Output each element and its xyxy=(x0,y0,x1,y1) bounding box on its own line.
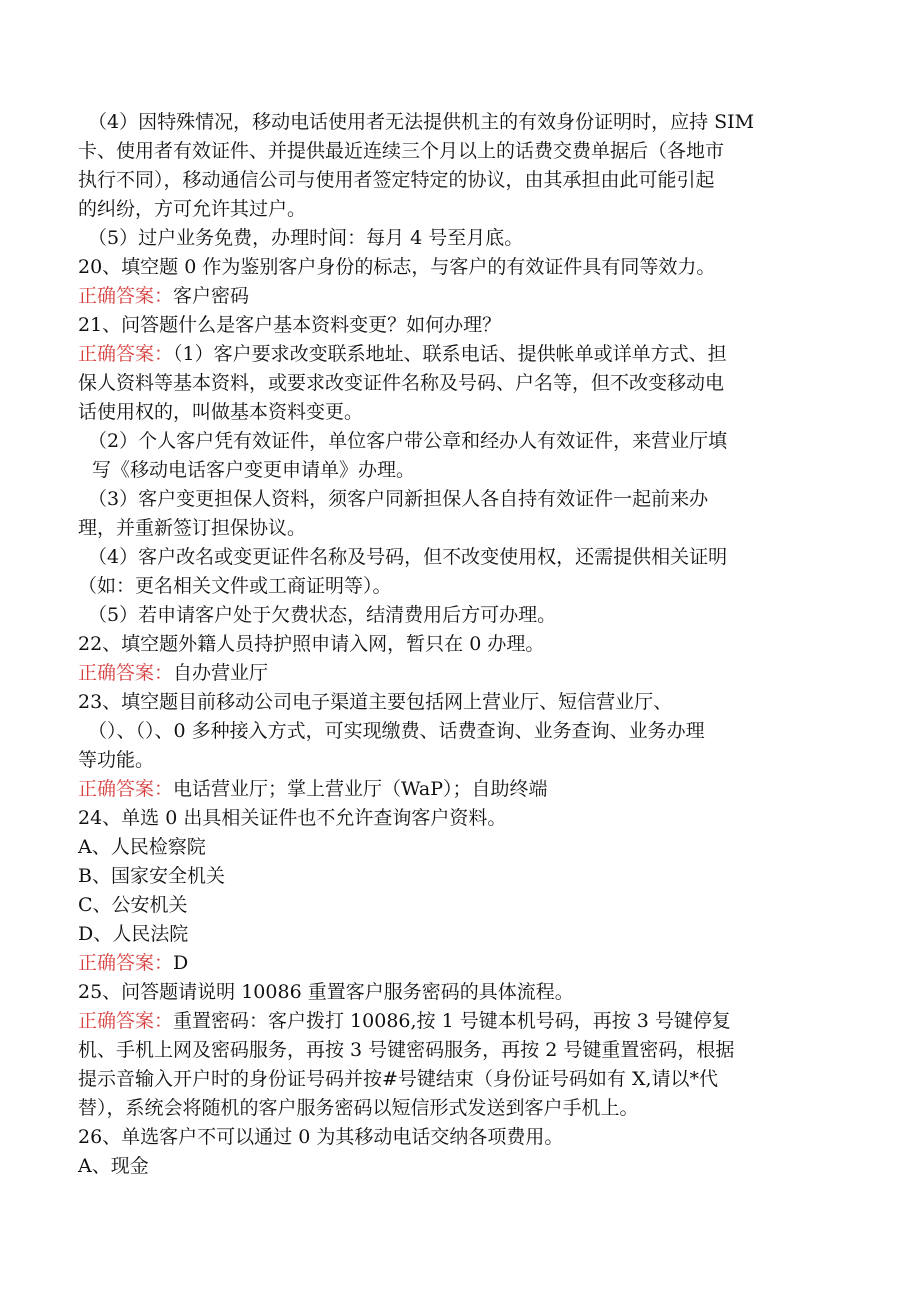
answer-label: 正确答案： xyxy=(78,952,174,974)
answer-text: 重置密码：客户拨打 10086,按 1 号键本机号码，再按 3 号键停复 xyxy=(173,1010,731,1032)
option-b: B、国家安全机关 xyxy=(78,865,225,887)
question-21: 21、问答题什么是客户基本资料变更？如何办理？ xyxy=(78,314,502,336)
answer-21 xyxy=(78,340,838,369)
question-24: 24、单选 0 出具相关证件也不允许查询客户资料。 xyxy=(78,807,507,829)
question-23: 23、填空题目前移动公司电子渠道主要包括网上营业厅、短信营业厅、 xyxy=(78,691,673,713)
answer-label: 正确答案： xyxy=(78,1010,174,1032)
answer-label: 正确答案： xyxy=(78,343,174,365)
answer-label: 正确答案： xyxy=(78,778,174,800)
answer-text: 电话营业厅；掌上营业厅（WaP）；自助终端 xyxy=(173,778,548,800)
answer-text: D xyxy=(173,952,189,974)
text-line: （4）因特殊情况，移动电话使用者无法提供机主的有效身份证明时，应持 SIM xyxy=(88,111,755,133)
text-line: （如：更名相关文件或工商证明等）。 xyxy=(78,575,392,597)
text-line: （）、（）、0 多种接入方式，可实现缴费、话费查询、业务查询、业务办理 xyxy=(88,720,705,742)
document-page xyxy=(78,108,838,1181)
answer-24 xyxy=(78,949,838,978)
option-a: A、人民检察院 xyxy=(78,836,206,858)
text-line: 话使用权的，叫做基本资料变更。 xyxy=(78,401,364,423)
text-line: 卡、使用者有效证件、并提供最近连续三个月以上的话费交费单据后（各地市 xyxy=(78,140,725,162)
question-25: 25、问答题请说明 10086 重置客户服务密码的具体流程。 xyxy=(78,981,574,1003)
text-line: 理，并重新签订担保协议。 xyxy=(78,517,307,539)
text-line: 保人资料等基本资料，或要求改变证件名称及号码、户名等，但不改变移动电 xyxy=(78,372,725,394)
text-line: 等功能。 xyxy=(78,749,155,771)
text-line: （5）过户业务免费，办理时间：每月 4 号至月底。 xyxy=(88,227,524,249)
text-line: 替），系统会将随机的客户服务密码以短信形式发送到客户手机上。 xyxy=(78,1097,639,1119)
text-line: （5）若申请客户处于欠费状态，结清费用后方可办理。 xyxy=(88,604,557,626)
question-26: 26、单选客户不可以通过 0 为其移动电话交纳各项费用。 xyxy=(78,1126,564,1148)
text-line: 写《移动电话客户变更申请单》办理。 xyxy=(92,459,416,481)
answer-label: 正确答案： xyxy=(78,285,174,307)
answer-text: 客户密码 xyxy=(173,285,250,307)
option-a: A、现金 xyxy=(78,1155,149,1177)
answer-text: 自办营业厅 xyxy=(173,662,269,684)
answer-22 xyxy=(78,659,838,688)
option-c: C、公安机关 xyxy=(78,894,188,916)
text-line: （3）客户变更担保人资料，须客户同新担保人各自持有效证件一起前来办 xyxy=(88,488,709,510)
answer-label: 正确答案： xyxy=(78,662,174,684)
question-20: 20、填空题 0 作为鉴别客户身份的标志，与客户的有效证件具有同等效力。 xyxy=(78,256,716,278)
answer-23 xyxy=(78,775,838,804)
option-d: D、人民法院 xyxy=(78,923,189,945)
text-line: 机、手机上网及密码服务，再按 3 号键密码服务，再按 2 号键重置密码，根据 xyxy=(78,1039,735,1061)
question-22: 22、填空题外籍人员持护照申请入网，暂只在 0 办理。 xyxy=(78,633,545,655)
answer-25 xyxy=(78,1007,838,1036)
text-line: （4）客户改名或变更证件名称及号码，但不改变使用权，还需提供相关证明 xyxy=(88,546,728,568)
text-line: 提示音输入开户时的身份证号码并按#号键结束（身份证号码如有 X,请以*代 xyxy=(78,1068,719,1090)
answer-text: （1）客户要求改变联系地址、联系电话、提供帐单或详单方式、担 xyxy=(173,343,727,365)
text-line: 执行不同），移动通信公司与使用者签定特定的协议，由其承担由此可能引起 xyxy=(78,169,715,191)
answer-20 xyxy=(78,282,838,311)
text-line: （2）个人客户凭有效证件，单位客户带公章和经办人有效证件，来营业厅填 xyxy=(88,430,728,452)
text-line: 的纠纷，方可允许其过户。 xyxy=(78,198,307,220)
